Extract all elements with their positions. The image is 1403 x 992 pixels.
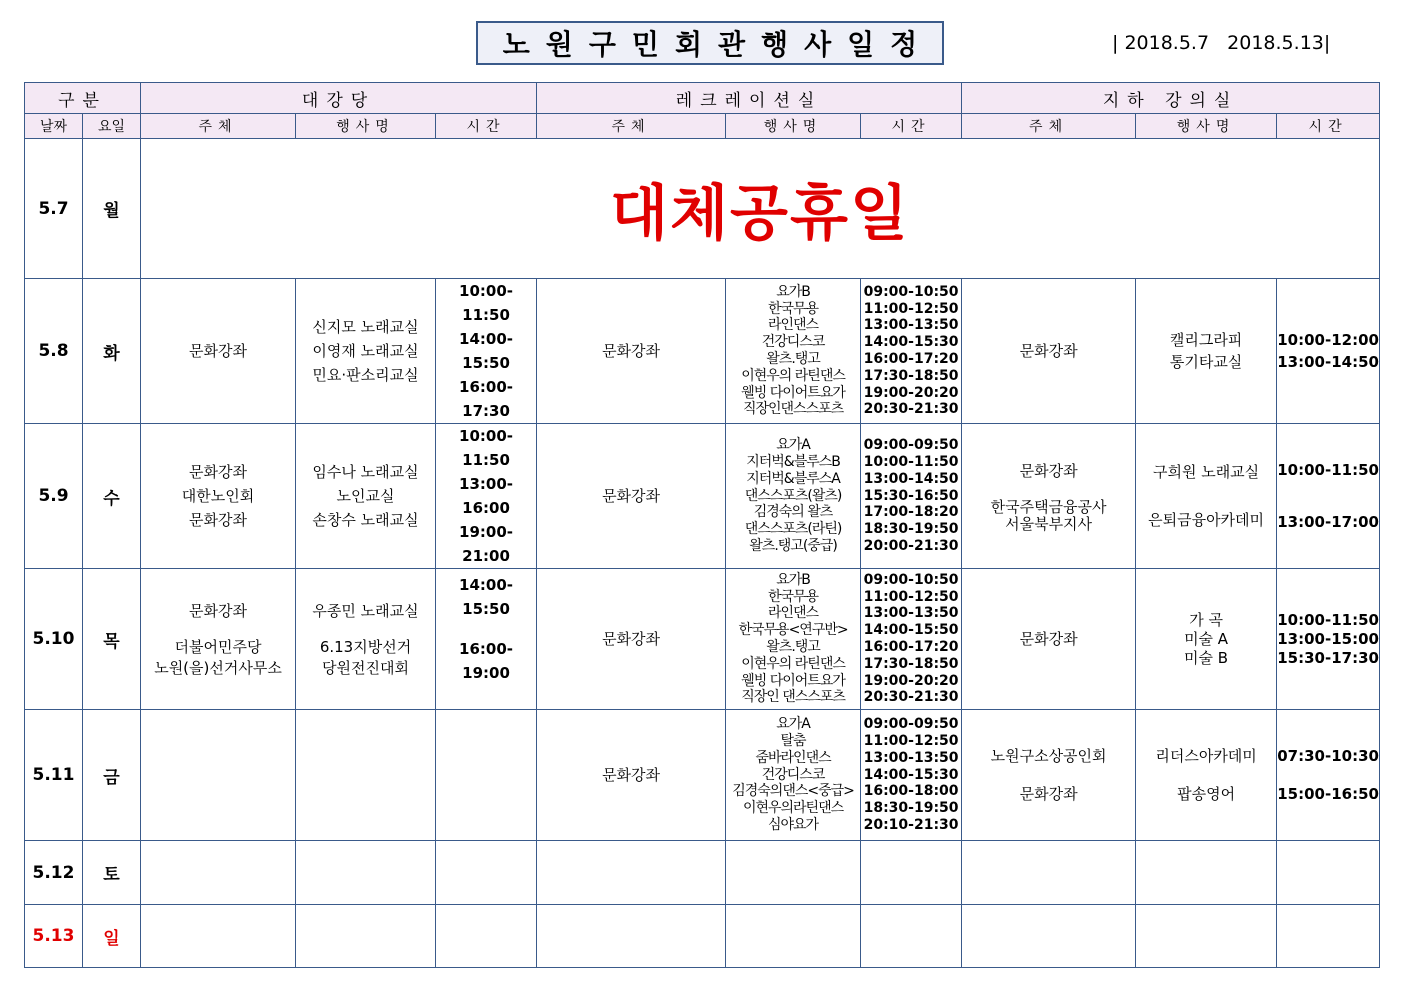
holiday-label: 대체공휴일	[141, 139, 1380, 279]
rec-host: 문화강좌	[537, 279, 726, 424]
basement-event: 가 곡 미술 A 미술 B	[1136, 569, 1277, 710]
empty-cell	[861, 841, 962, 905]
rec-event: 요가B 한국무용 라인댄스 건강디스코 왈츠.탱고 이현우의 라틴댄스 웰빙 다이어트요가 직장인댄스스포츠	[726, 279, 861, 424]
row-date: 5.11	[25, 710, 83, 841]
empty-cell	[962, 841, 1136, 905]
table-row	[25, 279, 1380, 424]
empty-cell	[726, 841, 861, 905]
row-day: 일	[83, 905, 141, 968]
header-hall-time: 시간	[436, 114, 537, 139]
rec-event: 요가B 한국무용 라인댄스 한국무용<연구반> 왈츠.탱고 이현우의 라틴댄스 웰빙 다이어트요가 직장인 댄스스포츠	[726, 569, 861, 710]
basement-event	[1136, 424, 1277, 569]
hall-event: 임수나 노래교실 노인교실 손창수 노래교실	[296, 424, 436, 569]
header-hall-event: 행사명	[296, 114, 436, 139]
header-basement: 지하 강의실	[962, 83, 1380, 114]
empty-cell	[1136, 905, 1277, 968]
basement-time-1: 07:30-10:30	[1277, 747, 1379, 765]
rec-time: 09:00-10:50 11:00-12:50 13:00-13:50 14:00-15:50 16:00-17:20 17:30-18:50 19:00-20:20 20:30-21:30	[861, 569, 962, 710]
hall-host-2: 더불어민주당 노원(을)선거사무소	[154, 638, 282, 677]
basement-time-1: 10:00-11:50	[1277, 461, 1379, 479]
rec-event: 요가A 탈춤 줌바라인댄스 건강디스코 김경숙의댄스<중급> 이현우의라틴댄스 심야요가	[726, 710, 861, 841]
table-row	[25, 139, 1380, 279]
rec-time: 09:00-09:50 11:00-12:50 13:00-13:50 14:00-15:30 16:00-18:00 18:30-19:50 20:10-21:30	[861, 710, 962, 841]
header-rec: 레크레이션실	[537, 83, 962, 114]
hall-time: 10:00-11:50 13:00-16:00 19:00-21:00	[436, 424, 537, 569]
row-date: 5.12	[25, 841, 83, 905]
page-title: 노원구민회관행사일정	[502, 28, 934, 61]
row-day: 화	[83, 279, 141, 424]
table-row	[25, 424, 1380, 569]
hall-time	[436, 569, 537, 710]
header-row-2	[25, 114, 1380, 139]
rec-time: 09:00-10:50 11:00-12:50 13:00-13:50 14:00-15:30 16:00-17:20 17:30-18:50 19:00-20:20 20:30-21:30	[861, 279, 962, 424]
header-basement-event: 행사명	[1136, 114, 1277, 139]
row-day: 금	[83, 710, 141, 841]
basement-time	[1277, 710, 1380, 841]
header-date: 날짜	[25, 114, 83, 139]
hall-event-1: 우종민 노래교실	[312, 602, 419, 620]
row-date: 5.8	[25, 279, 83, 424]
hall-host-1: 문화강좌	[189, 602, 247, 620]
basement-host-1: 문화강좌	[1019, 462, 1078, 480]
row-day: 월	[83, 139, 141, 279]
row-date: 5.7	[25, 139, 83, 279]
header-rec-host: 주체	[537, 114, 726, 139]
row-day: 목	[83, 569, 141, 710]
rec-host: 문화강좌	[537, 569, 726, 710]
basement-event	[1136, 710, 1277, 841]
rec-host: 문화강좌	[537, 424, 726, 569]
hall-time-empty	[436, 710, 537, 841]
basement-host	[962, 710, 1136, 841]
hall-time-1: 14:00-15:50	[459, 576, 514, 618]
rec-time: 09:00-09:50 10:00-11:50 13:00-14:50 15:30-16:50 17:00-18:20 18:30-19:50 20:00-21:30	[861, 424, 962, 569]
row-date: 5.10	[25, 569, 83, 710]
header-rec-event: 행사명	[726, 114, 861, 139]
empty-cell	[1277, 841, 1380, 905]
hall-event: 신지모 노래교실 이영재 노래교실 민요·판소리교실	[296, 279, 436, 424]
title-box	[476, 21, 944, 65]
header-hall: 대강당	[141, 83, 537, 114]
basement-host-1: 노원구소상공인회	[990, 747, 1107, 765]
hall-event-empty	[296, 710, 436, 841]
hall-host-empty	[141, 710, 296, 841]
header-basement-host: 주체	[962, 114, 1136, 139]
hall-event	[296, 569, 436, 710]
empty-cell	[537, 905, 726, 968]
schedule-table	[24, 82, 1380, 968]
table-row	[25, 841, 1380, 905]
basement-event-2: 팝송영어	[1177, 785, 1236, 803]
basement-host	[962, 424, 1136, 569]
empty-cell	[296, 905, 436, 968]
rec-event: 요가A 지터벅&블루스B 지터벅&블루스A 댄스스포츠(왈츠) 김경숙의 왈츠 댄스스포츠(라틴) 왈츠.탱고(중급)	[726, 424, 861, 569]
hall-time-2: 16:00-19:00	[459, 640, 514, 682]
basement-time-2: 15:00-16:50	[1277, 785, 1379, 803]
basement-event: 캘리그라피 통기타교실	[1136, 279, 1277, 424]
empty-cell	[436, 905, 537, 968]
header-hall-host: 주체	[141, 114, 296, 139]
empty-cell	[1277, 905, 1380, 968]
table-row	[25, 905, 1380, 968]
basement-time	[1277, 424, 1380, 569]
hall-event-2: 6.13지방선거 당원전진대회	[319, 638, 412, 677]
rec-host: 문화강좌	[537, 710, 726, 841]
empty-cell	[537, 841, 726, 905]
row-day: 수	[83, 424, 141, 569]
header-row-1	[25, 83, 1380, 114]
header-basement-time: 시간	[1277, 114, 1380, 139]
header-division: 구분	[25, 83, 141, 114]
empty-cell	[726, 905, 861, 968]
empty-cell	[962, 905, 1136, 968]
row-date: 5.13	[25, 905, 83, 968]
basement-event-2: 은퇴금융아카데미	[1148, 511, 1265, 529]
basement-time: 10:00-11:50 13:00-15:00 15:30-17:30	[1277, 569, 1380, 710]
basement-host-2: 한국주택금융공사 서울북부지사	[990, 498, 1107, 533]
header-day: 요일	[83, 114, 141, 139]
basement-host-2: 문화강좌	[1019, 785, 1078, 803]
row-date: 5.9	[25, 424, 83, 569]
table-row	[25, 569, 1380, 710]
basement-time-2: 13:00-17:00	[1277, 513, 1379, 531]
basement-time: 10:00-12:00 13:00-14:50	[1277, 279, 1380, 424]
hall-host: 문화강좌 대한노인회 문화강좌	[141, 424, 296, 569]
table-row	[25, 710, 1380, 841]
header-rec-time: 시간	[861, 114, 962, 139]
empty-cell	[296, 841, 436, 905]
empty-cell	[141, 905, 296, 968]
basement-event-1: 구희원 노래교실	[1152, 463, 1260, 481]
basement-host: 문화강좌	[962, 569, 1136, 710]
empty-cell	[861, 905, 962, 968]
hall-time: 10:00-11:50 14:00-15:50 16:00-17:30	[436, 279, 537, 424]
empty-cell	[1136, 841, 1277, 905]
basement-host: 문화강좌	[962, 279, 1136, 424]
period-label: | 2018.5.7 2018.5.13|	[1112, 32, 1331, 54]
empty-cell	[436, 841, 537, 905]
hall-host	[141, 569, 296, 710]
row-day: 토	[83, 841, 141, 905]
basement-event-1: 리더스아카데미	[1155, 747, 1257, 765]
hall-host: 문화강좌	[141, 279, 296, 424]
empty-cell	[141, 841, 296, 905]
